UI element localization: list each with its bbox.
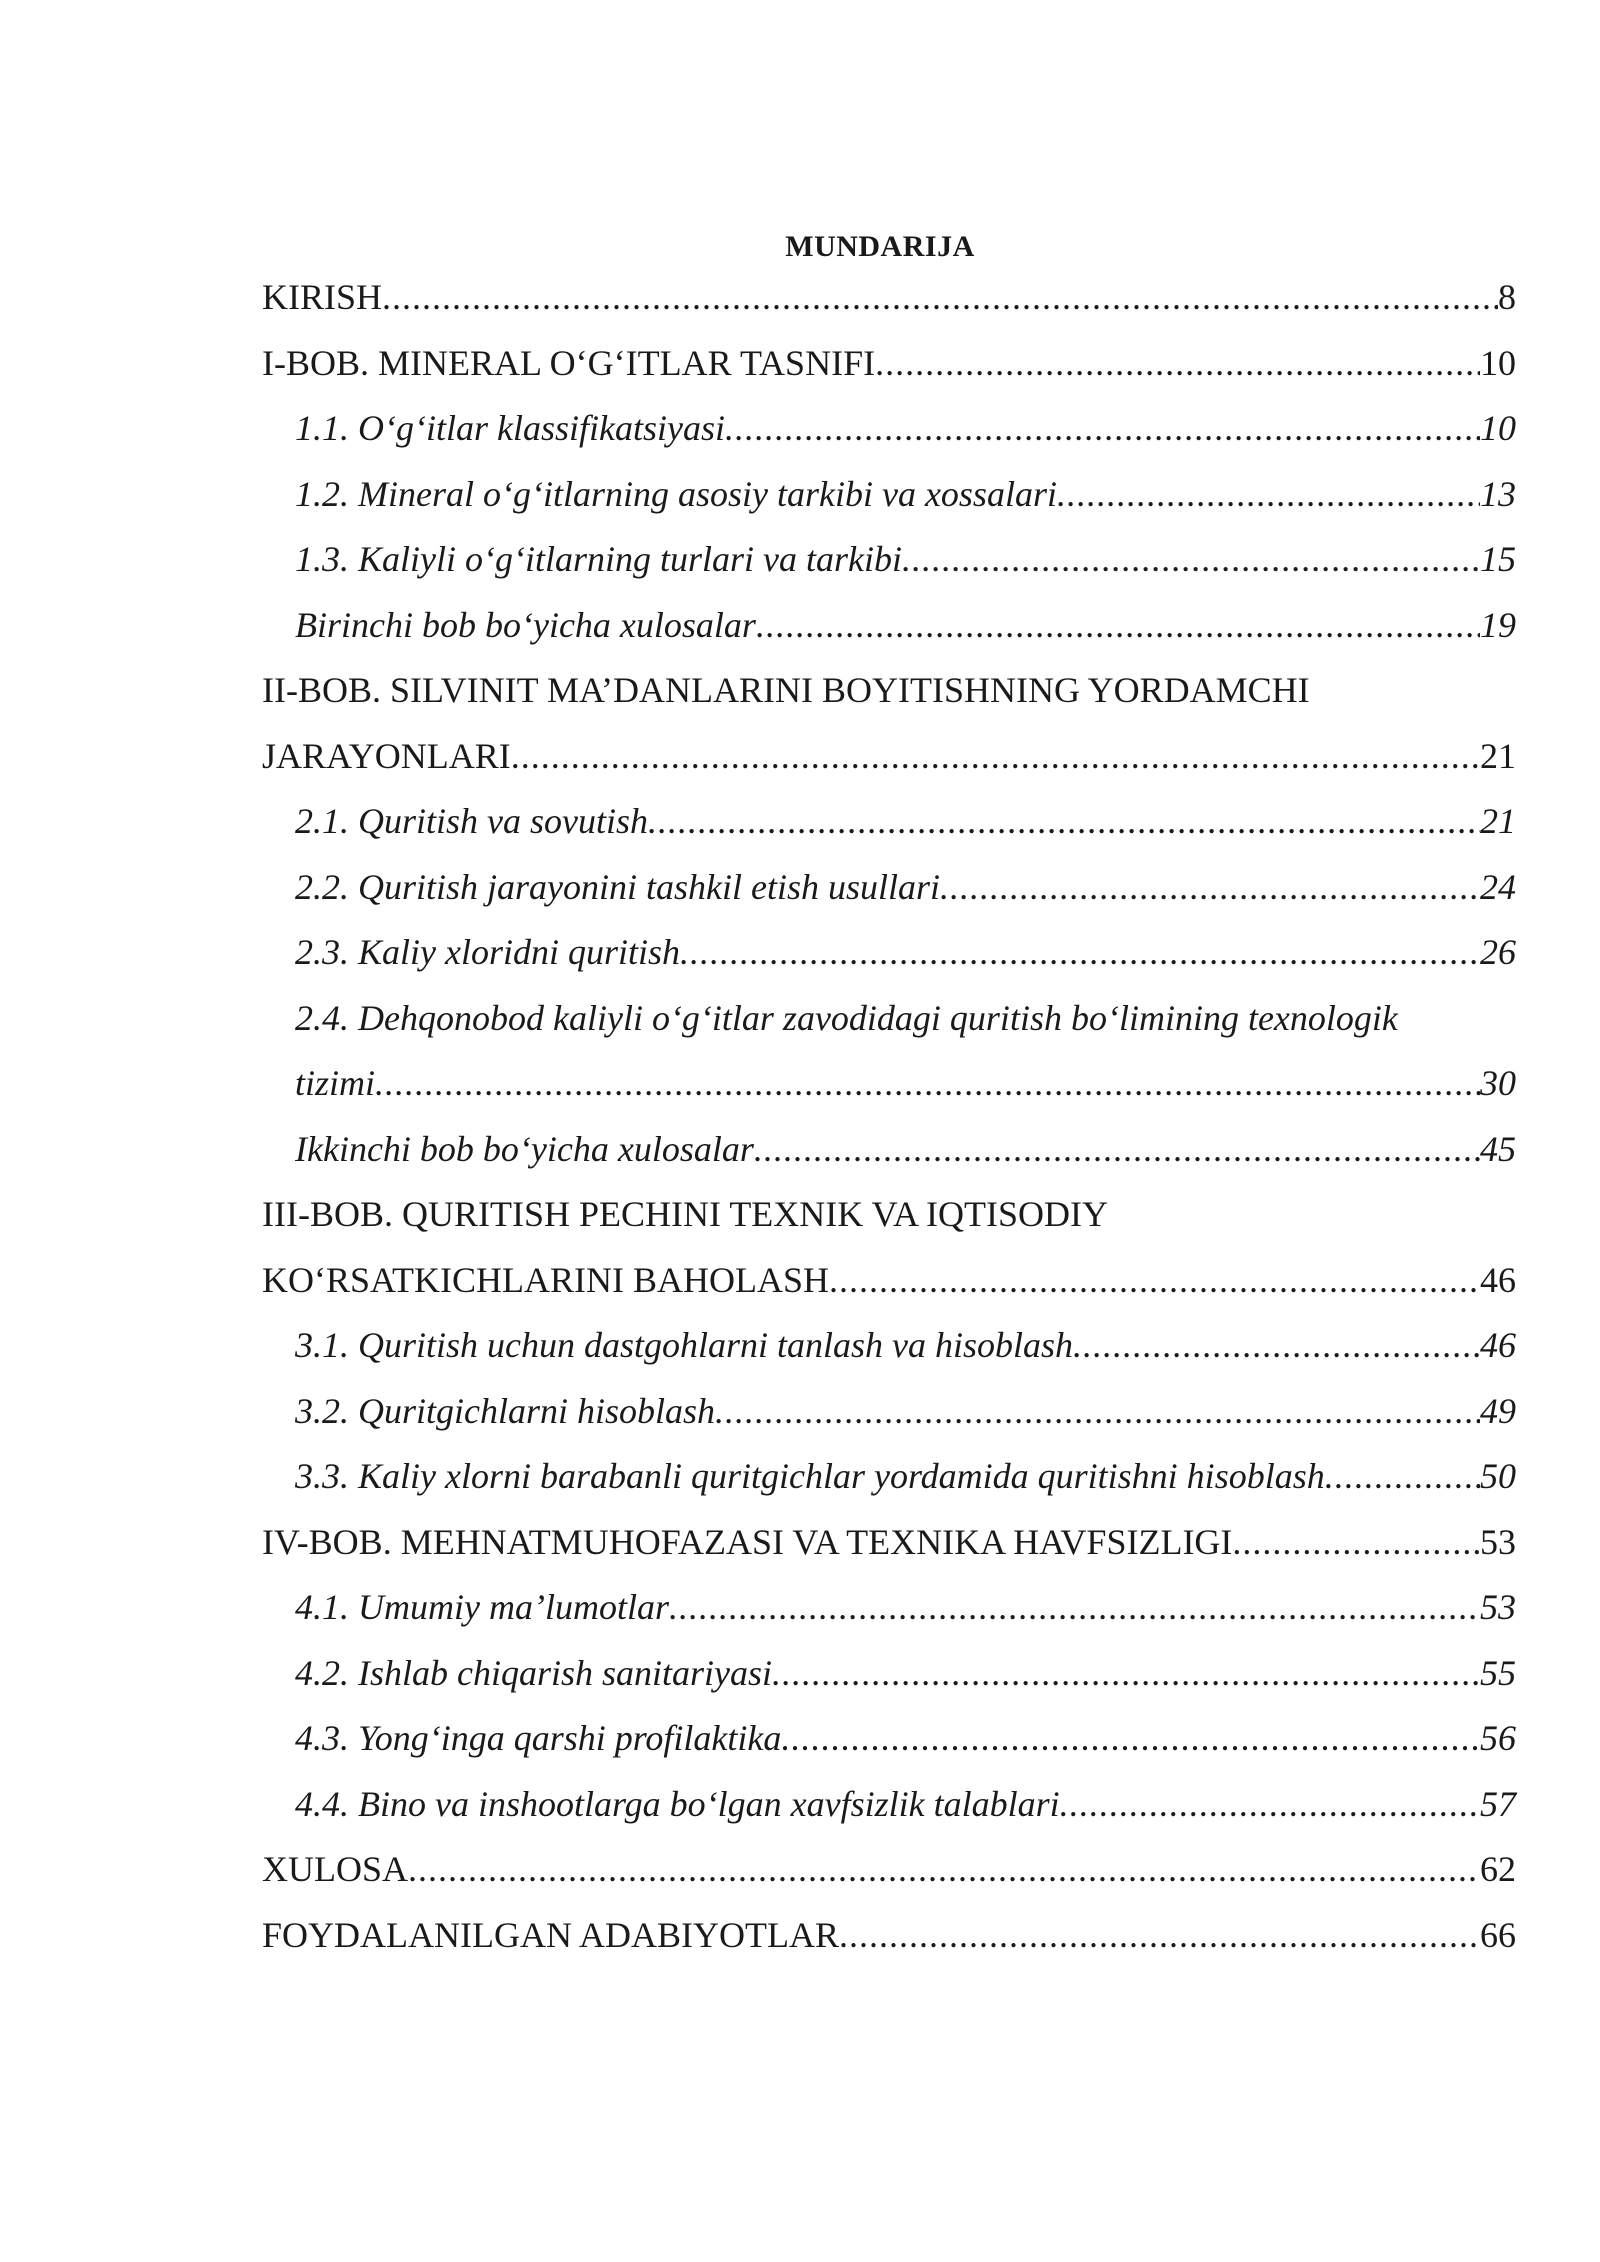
toc-entry-text: XULOSA bbox=[262, 1849, 409, 1889]
toc-dot-leader bbox=[715, 1379, 1480, 1445]
toc-entry-text: KO‘RSATKICHLARINI BAHOLASH bbox=[262, 1259, 829, 1300]
toc-entry-text: 1.3. Kaliyli o‘g‘itlarning turlari va tarkibi bbox=[295, 539, 902, 579]
toc-entry bbox=[262, 1510, 1516, 1576]
toc-dot-leader bbox=[1073, 1313, 1480, 1379]
toc-dot-leader bbox=[829, 1248, 1480, 1314]
toc-page-number: 21 bbox=[1480, 801, 1516, 841]
toc-page-number: 53 bbox=[1480, 1521, 1516, 1562]
toc-entry-line bbox=[295, 527, 1516, 593]
toc-page-number: 49 bbox=[1480, 1390, 1516, 1431]
toc-page-number: 56 bbox=[1480, 1718, 1516, 1758]
toc-dot-leader bbox=[680, 920, 1480, 986]
toc-entry-text: IV-BOB. MEHNATMUHOFAZASI VA TEXNIKA HAVFSIZLIGI bbox=[262, 1521, 1233, 1562]
toc-dot-leader bbox=[940, 855, 1480, 921]
toc-entry-text: III-BOB. QURITISH PECHINI TEXNIK VA IQTISODIY bbox=[262, 1194, 1108, 1234]
toc-page-number: 46 bbox=[1480, 1259, 1516, 1300]
toc-dot-leader bbox=[408, 1837, 1480, 1903]
toc-dot-leader bbox=[1232, 1510, 1480, 1576]
toc-page-number: 21 bbox=[1480, 735, 1516, 776]
toc-entry bbox=[262, 1903, 1516, 1969]
toc-entry-text: JARAYONLARI bbox=[262, 735, 511, 776]
toc-dot-leader bbox=[756, 593, 1480, 659]
toc-entry-text: 4.1. Umumiy ma’lumotlar bbox=[295, 1587, 669, 1627]
toc-entry-line bbox=[295, 1444, 1516, 1510]
toc-page-number: 19 bbox=[1480, 604, 1516, 645]
toc-entry bbox=[262, 855, 1516, 921]
toc-page-number: 24 bbox=[1480, 866, 1516, 907]
toc-entry-line bbox=[295, 1117, 1516, 1183]
toc-dot-leader bbox=[1325, 1444, 1480, 1510]
toc-dot-leader bbox=[839, 1903, 1480, 1969]
toc-entry bbox=[262, 789, 1516, 855]
toc-entry bbox=[262, 331, 1516, 397]
toc-dot-leader bbox=[1057, 462, 1480, 528]
toc-entry bbox=[262, 1575, 1516, 1641]
toc-entry bbox=[262, 920, 1516, 986]
toc-entry-line bbox=[295, 1772, 1516, 1838]
toc-entry bbox=[262, 1837, 1516, 1903]
toc-page-number: 45 bbox=[1480, 1128, 1516, 1169]
toc-dot-leader bbox=[382, 265, 1498, 331]
toc-entry-line bbox=[262, 1182, 1516, 1248]
toc-entry-text: FOYDALANILGAN ADABIYOTLAR bbox=[262, 1914, 839, 1955]
toc-page-number: 46 bbox=[1480, 1325, 1516, 1365]
toc-page-number: 55 bbox=[1480, 1652, 1516, 1693]
toc-entry-line bbox=[262, 986, 1516, 1052]
toc-entry-line bbox=[295, 1575, 1516, 1641]
toc-entry-text: Birinchi bob bo‘yicha xulosalar bbox=[295, 604, 756, 645]
toc-dot-leader bbox=[1060, 1772, 1480, 1838]
toc-page-number: 66 bbox=[1480, 1914, 1516, 1955]
toc-page-number: 50 bbox=[1480, 1456, 1516, 1496]
toc-entry bbox=[262, 1117, 1516, 1183]
toc-entry-text: 4.2. Ishlab chiqarish sanitariyasi bbox=[295, 1652, 773, 1693]
toc-entry-line bbox=[295, 855, 1516, 921]
toc-page-number: 10 bbox=[1480, 408, 1516, 448]
toc-entry-line bbox=[262, 331, 1516, 397]
toc-entry-line bbox=[295, 1051, 1516, 1117]
toc-entry bbox=[262, 1641, 1516, 1707]
toc-entry-line bbox=[295, 396, 1516, 462]
toc-dot-leader bbox=[875, 331, 1480, 397]
toc-dot-leader bbox=[648, 789, 1480, 855]
toc-entry-text: 3.1. Quritish uchun dastgohlarni tanlash va hisoblash bbox=[295, 1325, 1074, 1365]
toc-dot-leader bbox=[772, 1641, 1480, 1707]
toc-page-number: 57 bbox=[1480, 1783, 1516, 1824]
toc-entry-text: Ikkinchi bob bo‘yicha xulosalar bbox=[295, 1128, 754, 1169]
toc-entry-text: 2.1. Quritish va sovutish bbox=[295, 801, 649, 841]
toc-entry bbox=[262, 1379, 1516, 1445]
toc-entry bbox=[262, 1313, 1516, 1379]
toc-entry-text: 4.3. Yong‘inga qarshi profilaktika bbox=[295, 1718, 782, 1758]
toc-entry bbox=[262, 724, 1516, 790]
toc-entry-text: 1.1. O‘g‘itlar klassifikatsiyasi bbox=[295, 408, 725, 448]
toc-page-number: 13 bbox=[1480, 473, 1516, 514]
page-title: MUNDARIJA bbox=[785, 230, 975, 263]
toc-entry bbox=[262, 1706, 1516, 1772]
toc-entry-line bbox=[295, 593, 1516, 659]
toc-entry-text: 2.2. Quritish jarayonini tashkil etish usullari bbox=[295, 866, 941, 907]
table-of-contents bbox=[262, 265, 1516, 1968]
toc-page-number: 62 bbox=[1480, 1849, 1516, 1889]
toc-dot-leader bbox=[511, 724, 1480, 790]
toc-page-number: 26 bbox=[1480, 932, 1516, 972]
toc-page-number: 30 bbox=[1480, 1063, 1516, 1103]
toc-entry-text: KIRISH bbox=[262, 277, 383, 317]
toc-entry-line bbox=[262, 1510, 1516, 1576]
toc-entry-text: 4.4. Bino va inshootlarga bo‘lgan xavfsizlik talablari bbox=[295, 1783, 1060, 1824]
toc-entry bbox=[262, 1248, 1516, 1314]
toc-entry bbox=[262, 527, 1516, 593]
toc-page-number: 8 bbox=[1498, 277, 1516, 317]
toc-dot-leader bbox=[669, 1575, 1480, 1641]
toc-entry-line bbox=[295, 1706, 1516, 1772]
toc-entry bbox=[262, 1051, 1516, 1117]
toc-entry-line bbox=[262, 658, 1516, 724]
toc-entry bbox=[262, 396, 1516, 462]
toc-entry-text: 1.2. Mineral o‘g‘itlarning asosiy tarkibi va xossalari bbox=[295, 473, 1057, 514]
toc-entry-text: I-BOB. MINERAL O‘G‘ITLAR TASNIFI bbox=[262, 342, 876, 383]
toc-entry bbox=[262, 593, 1516, 659]
toc-entry-line bbox=[262, 724, 1516, 790]
toc-entry-line bbox=[295, 1313, 1516, 1379]
toc-page-number: 15 bbox=[1480, 539, 1516, 579]
toc-entry bbox=[262, 1444, 1516, 1510]
toc-entry-line bbox=[295, 462, 1516, 528]
toc-dot-leader bbox=[902, 527, 1480, 593]
toc-entry bbox=[262, 1772, 1516, 1838]
toc-dot-leader bbox=[754, 1117, 1480, 1183]
toc-entry-line bbox=[295, 1641, 1516, 1707]
toc-entry bbox=[262, 265, 1516, 331]
toc-entry-line bbox=[262, 1248, 1516, 1314]
toc-entry-line bbox=[262, 1903, 1516, 1969]
toc-page-number: 53 bbox=[1480, 1587, 1516, 1627]
toc-entry bbox=[262, 462, 1516, 528]
toc-entry-line bbox=[295, 789, 1516, 855]
toc-dot-leader bbox=[781, 1706, 1480, 1772]
toc-entry-line bbox=[262, 1837, 1516, 1903]
toc-page-number: 10 bbox=[1480, 342, 1516, 383]
toc-entry-text: 2.4. Dehqonobod kaliyli o‘g‘itlar zavodidagi quritish bo‘limining texnologik bbox=[295, 997, 1398, 1038]
toc-entry-line bbox=[262, 265, 1516, 331]
toc-dot-leader bbox=[725, 396, 1480, 462]
toc-entry-line bbox=[295, 1379, 1516, 1445]
toc-entry-text: II-BOB. SILVINIT MA’DANLARINI BOYITISHNING YORDAMCHI bbox=[262, 670, 1310, 710]
toc-entry-text: 3.3. Kaliy xlorni barabanli quritgichlar yordamida quritishni hisoblash bbox=[295, 1456, 1325, 1496]
toc-entry-text: tizimi bbox=[295, 1063, 376, 1103]
toc-entry-text: 2.3. Kaliy xloridni quritish bbox=[295, 932, 681, 972]
toc-entry-text: 3.2. Quritgichlarni hisoblash bbox=[295, 1390, 716, 1431]
toc-entry-line bbox=[295, 920, 1516, 986]
toc-dot-leader bbox=[375, 1051, 1480, 1117]
